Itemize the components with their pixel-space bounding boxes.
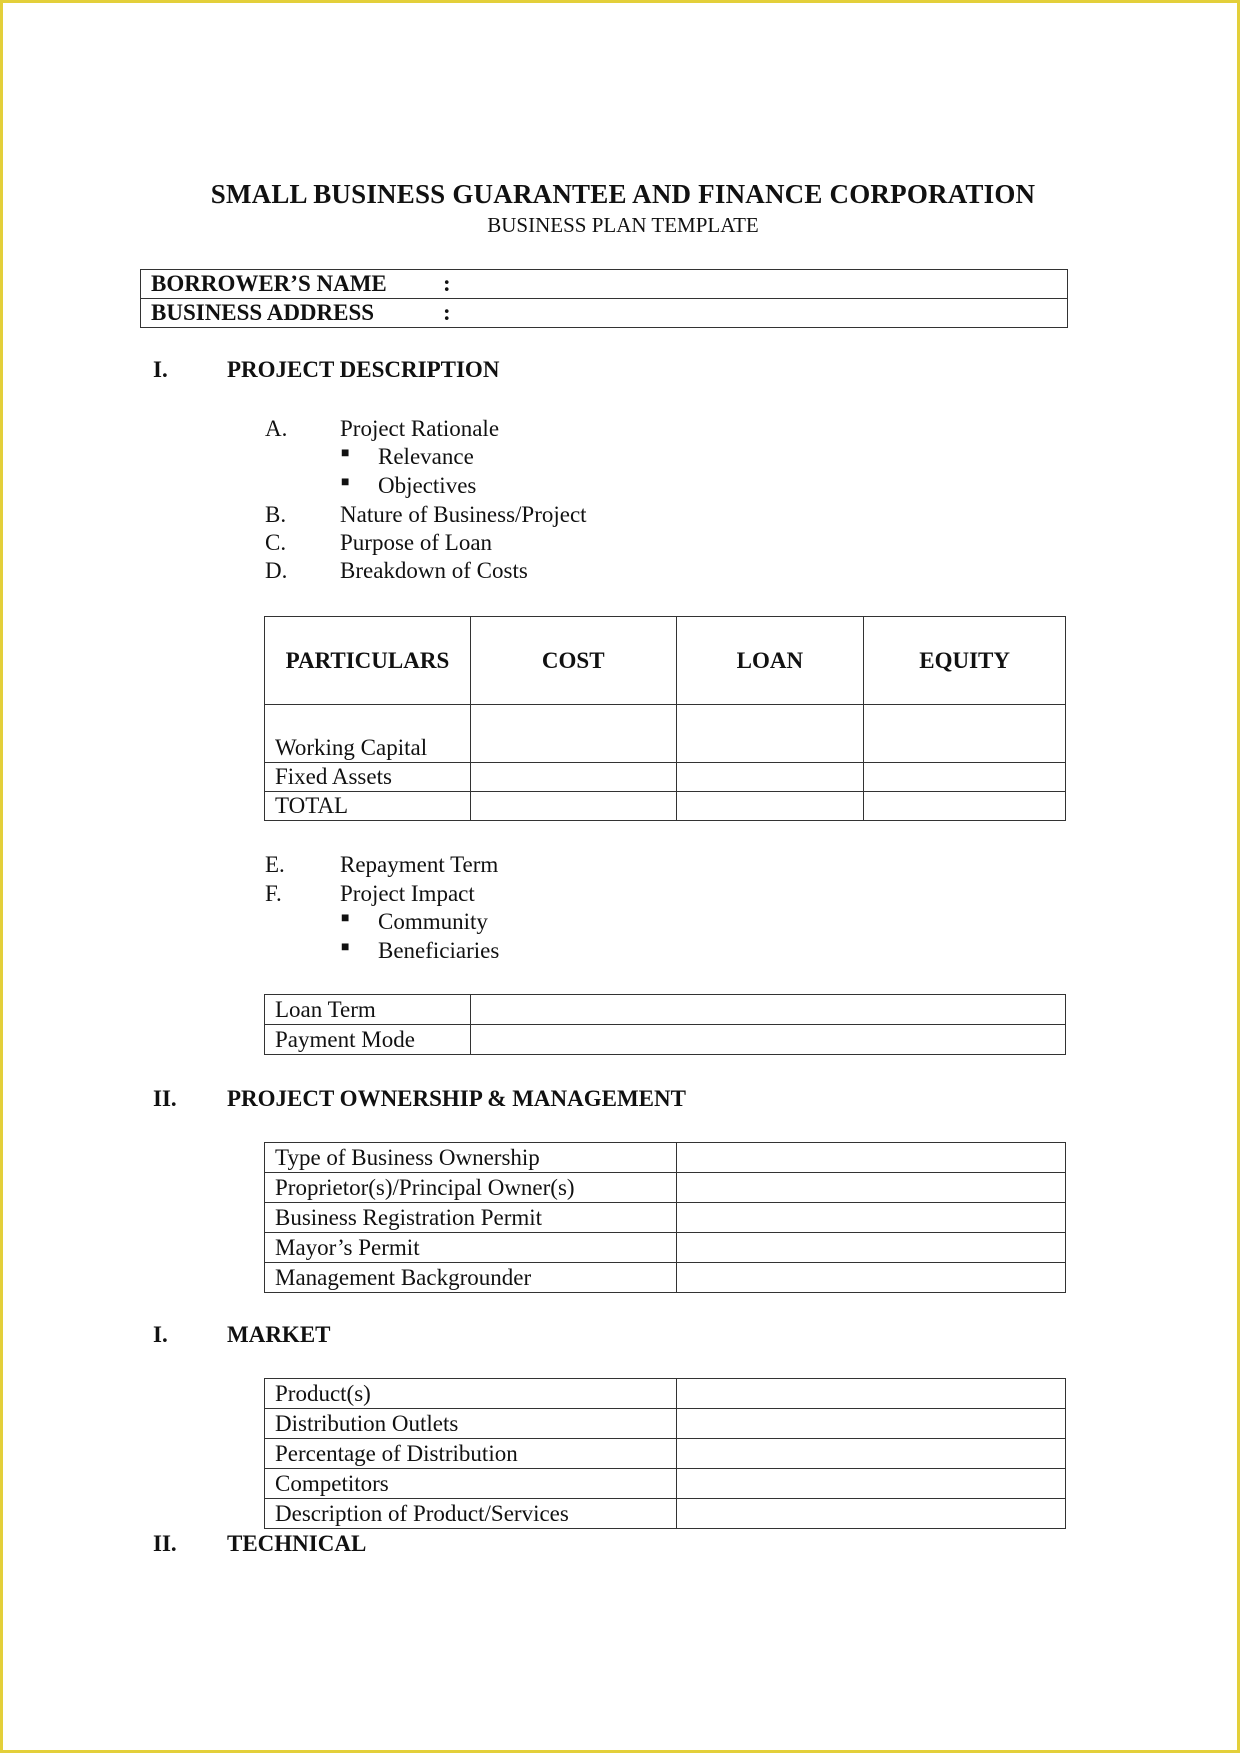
section-title: PROJECT OWNERSHIP & MANAGEMENT xyxy=(227,1086,686,1111)
row-label: Fixed Assets xyxy=(265,763,471,792)
value-cell[interactable] xyxy=(676,1263,1065,1293)
value-cell[interactable] xyxy=(676,1173,1065,1203)
section-number: I. xyxy=(153,1322,168,1347)
value-cell[interactable] xyxy=(676,1469,1065,1499)
table-row xyxy=(265,763,1066,792)
equity-cell[interactable] xyxy=(864,763,1066,792)
loan-cell[interactable] xyxy=(676,792,864,821)
table-row xyxy=(265,1469,1066,1499)
item-text: Project Impact xyxy=(340,881,475,906)
table-row xyxy=(265,1499,1066,1529)
borrower-name-label: BORROWER’S NAME xyxy=(151,271,387,296)
equity-cell[interactable] xyxy=(864,792,1066,821)
cost-cell[interactable] xyxy=(470,705,676,763)
item-text: Repayment Term xyxy=(340,852,499,877)
ownership-table xyxy=(264,1142,1066,1293)
loan-cell[interactable] xyxy=(676,705,864,763)
header-equity: EQUITY xyxy=(864,617,1066,705)
table-row xyxy=(265,1173,1066,1203)
section-title: PROJECT DESCRIPTION xyxy=(227,357,500,382)
row-label: Management Backgrounder xyxy=(265,1263,677,1293)
row-label: Competitors xyxy=(265,1469,677,1499)
row-label: Mayor’s Permit xyxy=(265,1233,677,1263)
value-cell[interactable] xyxy=(470,1025,1065,1055)
value-cell[interactable] xyxy=(676,1203,1065,1233)
item-text: Breakdown of Costs xyxy=(340,558,528,583)
table-row xyxy=(265,1439,1066,1469)
item-letter: B. xyxy=(265,502,287,527)
business-address-label: BUSINESS ADDRESS xyxy=(151,300,375,325)
table-row xyxy=(265,1263,1066,1293)
row-label: Working Capital xyxy=(265,705,471,763)
document-title: SMALL BUSINESS GUARANTEE AND FINANCE CORPORATION xyxy=(210,179,1036,209)
table-row xyxy=(265,1203,1066,1233)
table-row xyxy=(265,1143,1066,1173)
loan-cell[interactable] xyxy=(676,763,864,792)
item-text: Purpose of Loan xyxy=(340,530,493,555)
section-title: MARKET xyxy=(227,1322,331,1347)
row-label: Proprietor(s)/Principal Owner(s) xyxy=(265,1173,677,1203)
section-number: I. xyxy=(153,357,168,382)
equity-cell[interactable] xyxy=(864,705,1066,763)
bullet-icon: ■ xyxy=(341,911,350,926)
bullet-icon: ■ xyxy=(341,446,350,461)
row-label: Type of Business Ownership xyxy=(265,1143,677,1173)
row-label: Product(s) xyxy=(265,1379,677,1409)
value-cell[interactable] xyxy=(676,1499,1065,1529)
cost-breakdown-table xyxy=(264,616,1066,821)
row-label: TOTAL xyxy=(265,792,471,821)
section-number: II. xyxy=(153,1531,177,1556)
item-letter: F. xyxy=(265,881,282,906)
value-cell[interactable] xyxy=(676,1439,1065,1469)
market-table xyxy=(264,1378,1066,1529)
bullet-text: Objectives xyxy=(378,473,477,498)
table-row xyxy=(265,1379,1066,1409)
table-row xyxy=(265,705,1066,763)
section-title: TECHNICAL xyxy=(227,1531,367,1556)
bullet-icon: ■ xyxy=(341,475,350,490)
item-letter: A. xyxy=(265,416,288,441)
value-cell[interactable] xyxy=(470,995,1065,1025)
header-loan: LOAN xyxy=(676,617,864,705)
borrower-name-separator: : xyxy=(443,271,451,296)
table-row xyxy=(265,995,1066,1025)
value-cell[interactable] xyxy=(676,1233,1065,1263)
row-label: Loan Term xyxy=(265,995,471,1025)
item-text: Nature of Business/Project xyxy=(340,502,587,527)
header-cost: COST xyxy=(470,617,676,705)
business-address-separator: : xyxy=(443,300,451,325)
value-cell[interactable] xyxy=(676,1143,1065,1173)
table-row xyxy=(265,1233,1066,1263)
value-cell[interactable] xyxy=(676,1379,1065,1409)
value-cell[interactable] xyxy=(676,1409,1065,1439)
borrower-name-row xyxy=(141,270,1068,299)
section-number: II. xyxy=(153,1086,177,1111)
document-subtitle: BUSINESS PLAN TEMPLATE xyxy=(487,213,759,237)
row-label: Percentage of Distribution xyxy=(265,1439,677,1469)
row-label: Business Registration Permit xyxy=(265,1203,677,1233)
row-label: Distribution Outlets xyxy=(265,1409,677,1439)
header-particulars: PARTICULARS xyxy=(265,617,471,705)
table-row xyxy=(265,1409,1066,1439)
borrower-info-table xyxy=(140,269,1068,328)
bullet-text: Relevance xyxy=(378,444,474,469)
item-letter: E. xyxy=(265,852,285,877)
item-letter: C. xyxy=(265,530,287,555)
cost-cell[interactable] xyxy=(470,792,676,821)
row-label: Payment Mode xyxy=(265,1025,471,1055)
bullet-text: Community xyxy=(378,909,488,934)
bullet-icon: ■ xyxy=(341,940,350,955)
item-text: Project Rationale xyxy=(340,416,500,441)
row-label: Description of Product/Services xyxy=(265,1499,677,1529)
bullet-text: Beneficiaries xyxy=(378,938,500,963)
table-row xyxy=(265,792,1066,821)
item-letter: D. xyxy=(265,558,288,583)
business-address-row xyxy=(141,299,1068,328)
table-row xyxy=(265,1025,1066,1055)
cost-table-header xyxy=(265,617,1066,705)
loan-term-table xyxy=(264,994,1066,1055)
cost-cell[interactable] xyxy=(470,763,676,792)
